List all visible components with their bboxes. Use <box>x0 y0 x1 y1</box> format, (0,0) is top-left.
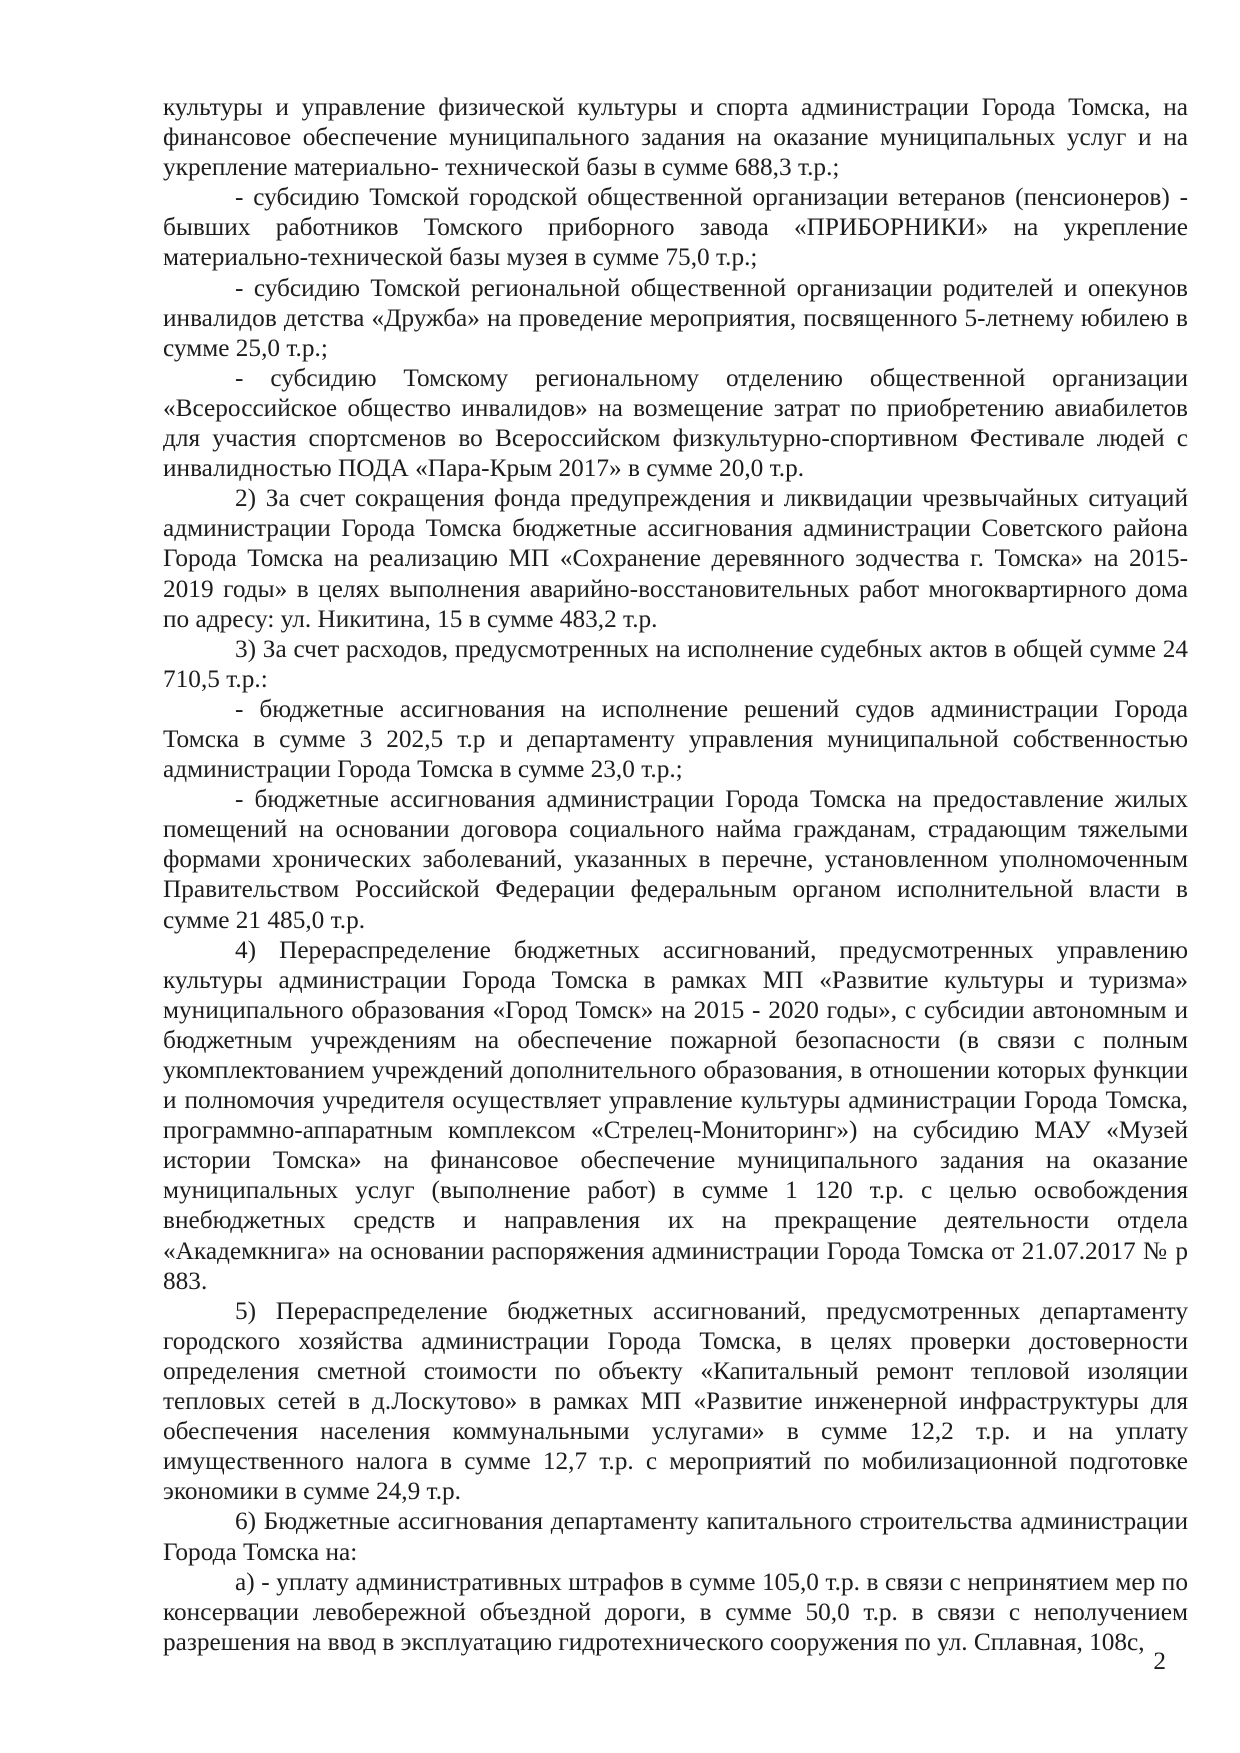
paragraph-item-3: 3) За счет расходов, предусмотренных на исполнение судебных актов в общей сумме 24 710,5 т.р.: <box>163 634 1188 693</box>
paragraph-item-4: 4) Перераспределение бюджетных ассигнований, предусмотренных управлению культуры администрации Города Томска в рамках МП «Развитие культуры и туризма» муниципального образования «Город Томск» на 2015 - 2020 годы», с субсидии автономным и бюджетным учреждениям на обеспечение пожарной безопасности (в связи с полным укомплектованием учреждений дополнительного образования, в отношении которых функции и полномочия учредителя осуществляет управление культуры администрации Города Томска, программно-аппаратным комплексом «Стрелец-Мониторинг») на субсидию МАУ «Музей истории Томска» на финансовое обеспечение муниципального задания на оказание муниципальных услуг (выполнение работ) в сумме 1 120 т.р. с целью освобождения внебюджетных средств и направления их на прекращение деятельности отдела «Академкнига» на основании распоряжения администрации Города Томска от 21.07.2017 № р 883. <box>163 935 1188 1295</box>
paragraph-subsidy-veterans: - субсидию Томской городской общественной организации ветеранов (пенсионеров) - бывших работников Томского приборного завода «ПРИБОРНИКИ» на укрепление материально-технической базы музея в сумме 75,0 т.р.; <box>163 183 1188 272</box>
paragraph-item-2: 2) За счет сокращения фонда предупреждения и ликвидации чрезвычайных ситуаций администрации Города Томска бюджетные ассигнования администрации Советского района Города Томска на реализацию МП «Сохранение деревянного зодчества г. Томска» на 2015-2019 годы» в целях выполнения аварийно-восстановительных работ многоквартирного дома по адресу: ул. Никитина, 15 в сумме 483,2 т.р. <box>163 484 1188 633</box>
page-number: 2 <box>1153 1647 1166 1675</box>
paragraph-item-5: 5) Перераспределение бюджетных ассигнований, предусмотренных департаменту городского хозяйства администрации Города Томска, в целях проверки достоверности определения сметной стоимости по объекту «Капитальный ремонт тепловой изоляции тепловых сетей в д.Лоскутово» в рамках МП «Развитие инженерной инфраструктуры для обеспечения населения коммунальными услугами» в сумме 12,2 т.р. и на уплату имущественного налога в сумме 12,7 т.р. с мероприятий по мобилизационной подготовке экономики в сумме 24,9 т.р. <box>163 1296 1188 1506</box>
paragraph-culture-continuation: культуры и управление физической культуры и спорта администрации Города Томска, на финансовое обеспечение муниципального задания на оказание муниципальных услуг и на укрепление материально- технической базы в сумме 688,3 т.р.; <box>163 93 1188 182</box>
paragraph-housing: - бюджетные ассигнования администрации Города Томска на предоставление жилых помещений на основании договора социального найма гражданам, страдающим тяжелыми формами хронических заболеваний, указанных в перечне, установленном уполномоченным Правительством Российской Федерации федеральным органом исполнительной власти в сумме 21 485,0 т.р. <box>163 785 1188 934</box>
paragraph-subsidy-druzhba: - субсидию Томской региональной общественной организации родителей и опекунов инвалидов детства «Дружба» на проведение мероприятия, посвященного 5-летнему юбилею в сумме 25,0 т.р.; <box>163 273 1188 362</box>
paragraph-subsidy-disabled-society: - субсидию Томскому региональному отделению общественной организации «Всероссийское общество инвалидов» на возмещение затрат по приобретению авиабилетов для участия спортсменов во Всероссийском физкультурно-спортивном Фестивале людей с инвалидностью ПОДА «Пара-Крым 2017» в сумме 20,0 т.р. <box>163 363 1188 483</box>
paragraph-item-6: 6) Бюджетные ассигнования департаменту капитального строительства администрации Города Томска на: <box>163 1507 1188 1566</box>
paragraph-court-decisions: - бюджетные ассигнования на исполнение решений судов администрации Города Томска в сумме 3 202,5 т.р и департаменту управления муниципальной собственностью администрации Города Томска в сумме 23,0 т.р.; <box>163 694 1188 784</box>
document-body <box>163 92 1188 1657</box>
paragraph-item-6a: а) - уплату административных штрафов в сумме 105,0 т.р. в связи с непринятием мер по консервации левобережной объездной дороги, в сумме 50,0 т.р. в связи с неполучением разрешения на ввод в эксплуатацию гидротехнического сооружения по ул. Сплавная, 108с, <box>163 1567 1188 1656</box>
